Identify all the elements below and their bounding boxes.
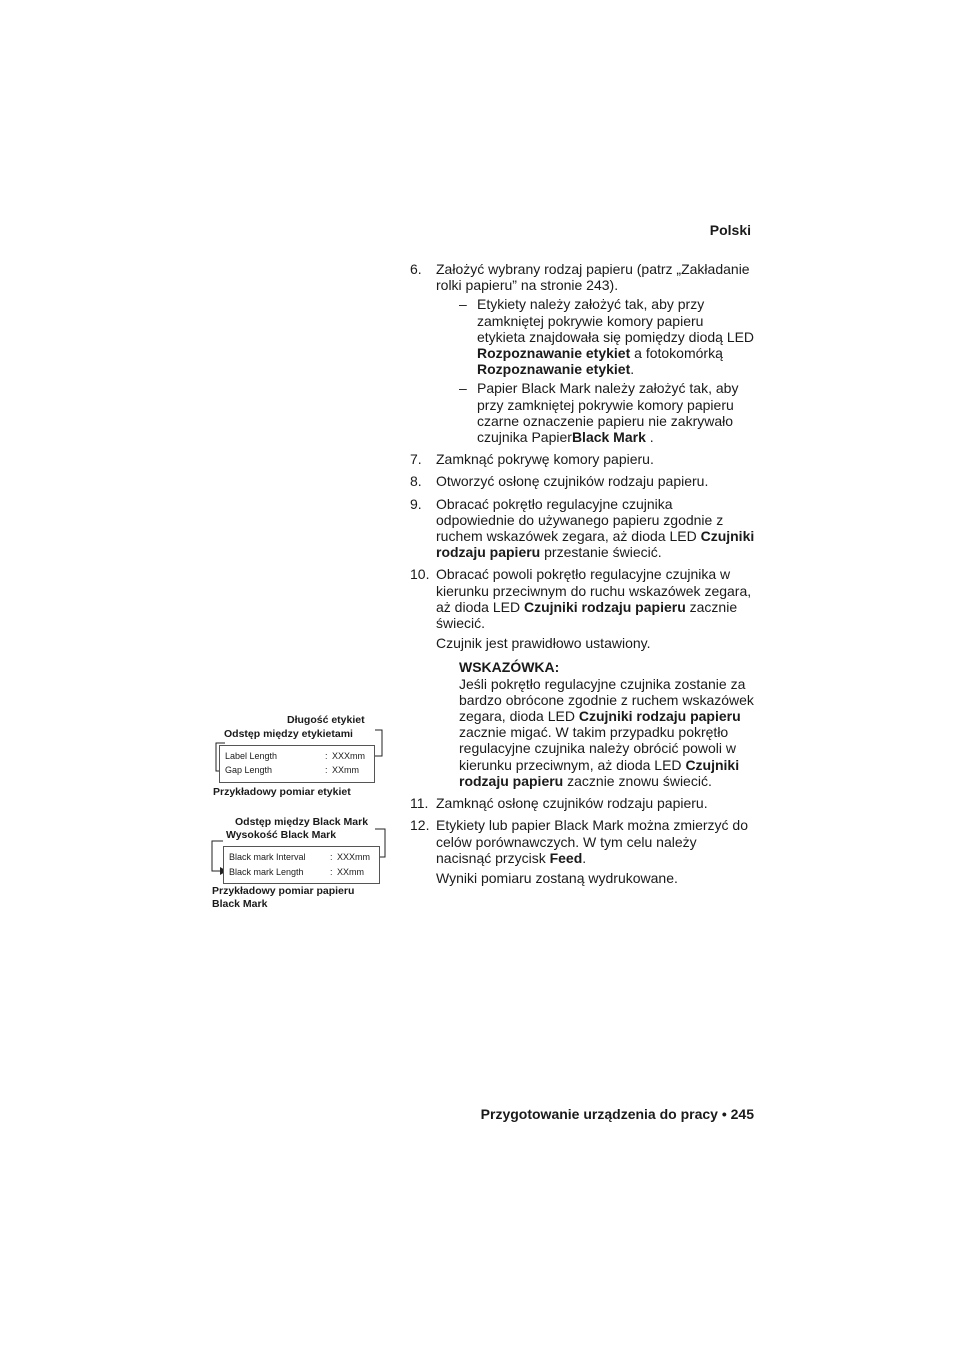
printout-row-name: Gap Length xyxy=(225,765,273,775)
step-11 xyxy=(410,795,755,811)
step-text: przestanie świecić. xyxy=(540,544,662,561)
note-heading: WSKAZÓWKA: xyxy=(459,659,560,676)
step-10 xyxy=(410,566,755,631)
printout-row-name: Label Length xyxy=(225,751,278,761)
step-number: 7. xyxy=(410,451,422,468)
blackmark-figure-caption-1: Przykładowy pomiar papieru xyxy=(212,885,355,897)
step-8 xyxy=(410,473,755,489)
blackmark-interval-caption: Odstęp między Black Mark xyxy=(235,816,369,828)
led-name: Czujniki rodzaju papieru xyxy=(578,708,741,725)
step-12-result: Wyniki pomiaru zostaną wydrukowane. xyxy=(436,869,678,886)
step-7 xyxy=(410,451,755,467)
printout-row-value: XXXmm xyxy=(337,852,371,862)
printout-row-value: XXmm xyxy=(332,765,359,775)
note-text-part: zacznie znowu świecić. xyxy=(563,772,712,789)
note-text xyxy=(459,676,755,789)
printout-row-name: Black mark Length xyxy=(229,867,304,877)
subitem-text: a fotokomórką xyxy=(630,345,723,362)
label-figure-caption: Przykładowy pomiar etykiet xyxy=(213,786,351,798)
page-footer: Przygotowanie urządzenia do pracy • 245 xyxy=(480,1106,754,1122)
printout-row-value: XXmm xyxy=(337,867,364,877)
step-text: Założyć wybrany rodzaj papieru (patrz „Zakładanie rolki papieru” na stronie 243). xyxy=(436,261,750,294)
subitem-text: . xyxy=(645,429,654,446)
step-text: Zamknąć osłonę czujników rodzaju papieru. xyxy=(436,795,708,812)
dash-bullet: – xyxy=(459,380,467,397)
step-number: 11. xyxy=(410,795,429,812)
printout-row-sep: : xyxy=(325,765,328,775)
blackmark-figure-caption-2: Black Mark xyxy=(212,898,268,910)
gap-length-caption: Odstęp między etykietami xyxy=(224,728,353,740)
printout-row-sep: : xyxy=(330,852,333,862)
button-name: Feed xyxy=(549,849,583,866)
step-text: Obracać pokrętło regulacyjne czujnika odpowiednie do używanego papieru zgodnie z ruchem wskazówek zegara, aż dioda LED xyxy=(436,495,724,545)
step-text: . xyxy=(582,849,587,866)
step-text: Obracać powoli pokrętło regulacyjne czujnika w kierunku przeciwnym do ruchu wskazówek zegara, aż dioda LED xyxy=(436,566,752,615)
note-text-part: zacznie migać. W takim przypadku pokrętło regulacyjne czujnika należy obrócić powoli w kierunku przeciwnym, aż dioda LED xyxy=(459,724,737,773)
printout-row-name: Black mark Interval xyxy=(229,852,306,862)
step-10-result: Czujnik jest prawidłowo ustawiony. xyxy=(436,635,651,652)
sensor-name: Rozpoznawanie etykiet xyxy=(477,361,631,378)
subitem-text: . xyxy=(630,361,635,378)
step-9 xyxy=(410,496,755,561)
step-text: zacznie świecić. xyxy=(436,598,738,632)
step-number: 9. xyxy=(410,495,422,512)
step-text: Zamknąć pokrywę komory papieru. xyxy=(436,451,654,468)
subitem-text: Papier Black Mark należy założyć tak, aby przy zamkniętej pokrywie komory papieru czarne oznaczenie papieru nie zakrywało czujnika Papier xyxy=(477,380,739,446)
led-name: Czujniki rodzaju papieru xyxy=(523,598,686,615)
sensor-name: Black Mark xyxy=(571,429,646,446)
printout-row-sep: : xyxy=(325,751,328,761)
step-number: 6. xyxy=(410,261,422,277)
led-name: Czujniki rodzaju papieru xyxy=(436,528,755,561)
step-text: Etykiety lub papier Black Mark można zmierzyć do celów porównawczych. W tym celu należy nacisnąć przycisk xyxy=(436,817,748,866)
subitem-text: Etykiety należy założyć tak, aby przy zamkniętej pokrywie komory papieru etykieta znajdowała się pomiędzy diodą LED xyxy=(477,296,755,345)
step-number: 10. xyxy=(410,566,430,583)
subitem-labels xyxy=(459,296,755,377)
step-text: Otworzyć osłonę czujników rodzaju papieru. xyxy=(436,473,709,490)
printout-row-sep: : xyxy=(330,867,333,877)
subitem-blackmark xyxy=(459,380,755,445)
instructions-column xyxy=(410,261,755,886)
dash-bullet: – xyxy=(459,296,467,313)
led-name: Rozpoznawanie etykiet xyxy=(477,345,631,362)
printout-row-value: XXXmm xyxy=(332,751,366,761)
language-label: Polski xyxy=(709,222,751,238)
blackmark-printout-box xyxy=(223,846,380,884)
step-number: 8. xyxy=(410,473,422,490)
note-text-part: Jeśli pokrętło regulacyjne czujnika zostanie za bardzo obrócone zgodnie z ruchem wskazówek zegara, dioda LED xyxy=(459,675,754,725)
step-6 xyxy=(410,261,755,445)
step-12 xyxy=(410,817,755,866)
label-length-caption: Długość etykiet xyxy=(287,714,365,726)
step-number: 12. xyxy=(410,817,430,834)
led-name: Czujniki rodzaju papieru xyxy=(459,756,740,789)
blackmark-height-caption: Wysokość Black Mark xyxy=(226,829,337,841)
label-printout-box xyxy=(219,745,375,783)
